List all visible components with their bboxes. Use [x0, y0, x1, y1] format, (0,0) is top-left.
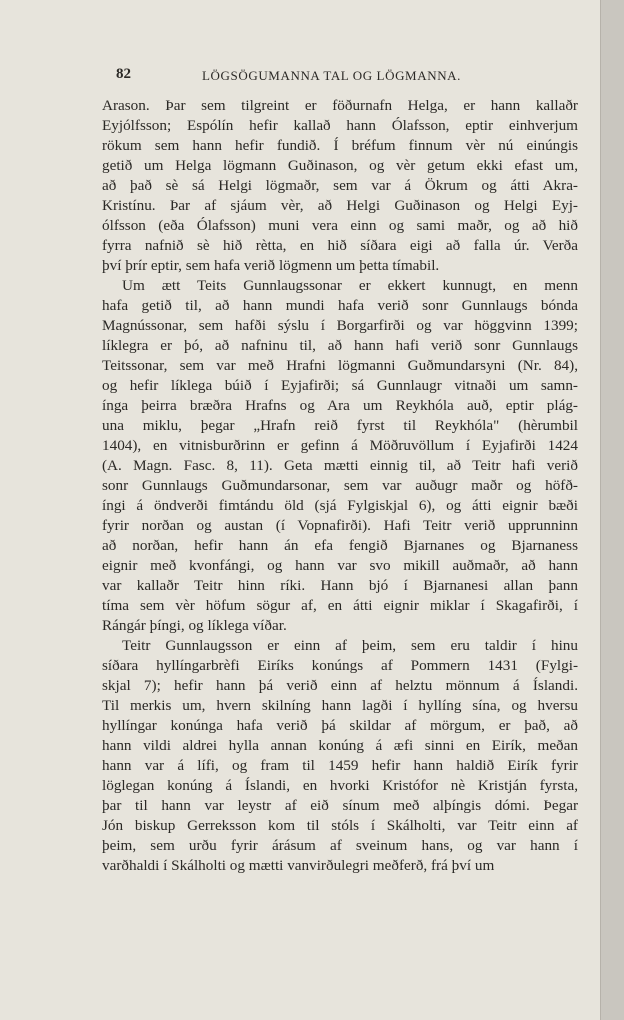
- text-line: þar til hann var leystr af eið sínum með alþíngis dómi. Þegar: [102, 797, 578, 814]
- text-line: var kallaðr Teitr hinn ríki. Hann bjó í Bjarnanesi allan þann: [102, 577, 578, 594]
- text-line: síðara hyllíngarbrèfi Eiríks konúngs af Pommern 1431 (Fylgi-: [102, 657, 578, 674]
- text-line: una miklu, þegar „Hrafn reið fyrst til Reykhóla" (hèrumbil: [102, 417, 578, 434]
- text-line: Arason. Þar sem tilgreint er föðurnafn Helga, er hann kallaðr: [102, 97, 578, 114]
- running-title: LÖGSÖGUMANNA TAL OG LÖGMANNA.: [202, 68, 462, 83]
- text-line: rökum sem hann hefir fundið. Í bréfum finnum vèr nú einúngis: [102, 137, 578, 154]
- text-line: varðhaldi í Skálholti og mætti vanvirðulegri meðferð, frá því um: [102, 857, 495, 874]
- text-line: tíma sem vèr höfum sögur af, en átti eignir miklar í Skagafirði, í: [102, 597, 578, 614]
- text-line: Um ætt Teits Gunnlaugssonar er ekkert kunnugt, en menn: [122, 277, 578, 294]
- text-line: skjal 7); hefir hann þá verið einn af helztu mönnum á Íslandi.: [102, 677, 578, 694]
- text-line: hann vildi aldrei hylla annan konúng á æfi sinni en Eirík, meðan: [102, 737, 578, 754]
- text-line: (A. Magn. Fasc. 8, 11). Geta mætti einnig til, að Teitr hafi verið: [102, 457, 578, 474]
- text-line: fyrra nafnið sè hið rètta, en hið síðara eigi að falla úr. Verða: [102, 237, 578, 254]
- text-line: að það sè sá Helgi lögmaðr, sem var á Ökrum og átti Akra-: [102, 177, 578, 194]
- text-line: Jón biskup Gerreksson kom til stóls í Skálholti, var Teitr einn af: [102, 817, 578, 834]
- text-line: hyllíngar konúnga hafa verið þá skildar af mörgum, er það, að: [102, 717, 578, 734]
- text-line: og hefir líklega búið í Eyjafirði; sá Gunnlaugr vitnaði um samn-: [102, 377, 578, 394]
- text-line: Kristínu. Þar af sjáum vèr, að Helgi Guðinason og Helgi Eyj-: [102, 197, 578, 214]
- text-line: Rángár þíngi, og líklega víðar.: [102, 617, 287, 634]
- text-line: sonr Gunnlaugs Guðmundarsonar, sem var auðugr maðr og höfð-: [102, 477, 578, 494]
- text-line: Til merkis um, hvern skilníng hann lagði í hyllíng sína, og hversu: [102, 697, 578, 714]
- text-line: þeim, sem urðu fyrir árásum af sveinum hans, og var hann í: [102, 837, 578, 854]
- text-line: Eyjólfsson; Espólín hefir kallað hann Ólafsson, eptir einhverjum: [102, 117, 578, 134]
- text-line: íngi á öndverði fimtándu öld (sjá Fylgiskjal 6), og átti eignir bæði: [102, 497, 578, 514]
- text-line: löglegan konúng á Íslandi, en hvorki Kristófor nè Kristján fyrsta,: [102, 777, 578, 794]
- body-text: [102, 96, 578, 876]
- text-line: ólfsson (eða Ólafsson) muni vera einn og sami maðr, og að hið: [102, 217, 578, 234]
- page-edge: [600, 0, 624, 1020]
- paragraph: [102, 96, 578, 276]
- text-line: 1404), en vitnisburðrinn er gefinn á Möðruvöllum í Eyjafirði 1424: [102, 437, 578, 454]
- paragraph: [102, 636, 578, 876]
- page-number: 82: [116, 66, 131, 82]
- paragraph: [102, 276, 578, 636]
- text-line: fyrir norðan og austan (í Vopnafirði). Hafi Teitr verið upprunninn: [102, 517, 578, 534]
- text-line: Teitr Gunnlaugsson er einn af þeim, sem eru taldir í hinu: [122, 637, 578, 654]
- running-head: [116, 66, 586, 86]
- text-line: hafa getið til, að hann mundi hafa verið sonr Gunnlaugs bónda: [102, 297, 578, 314]
- text-line: að norðan, hefir hann án efa fengið Bjarnanes og Bjarnaness: [102, 537, 578, 554]
- text-line: líklegra er þó, að nafninu til, að hann hafi verið sonr Gunnlaugs: [102, 337, 578, 354]
- text-line: því þrír eptir, sem hafa verið lögmenn um þetta tímabil.: [102, 257, 440, 274]
- text-line: Teitssonar, sem var með Hrafni lögmanni Guðmundarsyni (Nr. 84),: [102, 357, 578, 374]
- text-line: getið um Helga lögmann Guðinason, og vèr getum ekki efast um,: [102, 157, 578, 174]
- text-line: hann var á lífi, og fram til 1459 hefir hann haldið Eirík fyrir: [102, 757, 578, 774]
- text-line: eignir með kvonfángi, og hann var svo mikill auðmaðr, að hann: [102, 557, 578, 574]
- text-line: Magnússonar, sem hafði sýslu í Borgarfirði og var höggvinn 1399;: [102, 317, 578, 334]
- text-line: ínga þeirra bræðra Hrafns og Ara um Reykhóla auð, eptir plág-: [102, 397, 578, 414]
